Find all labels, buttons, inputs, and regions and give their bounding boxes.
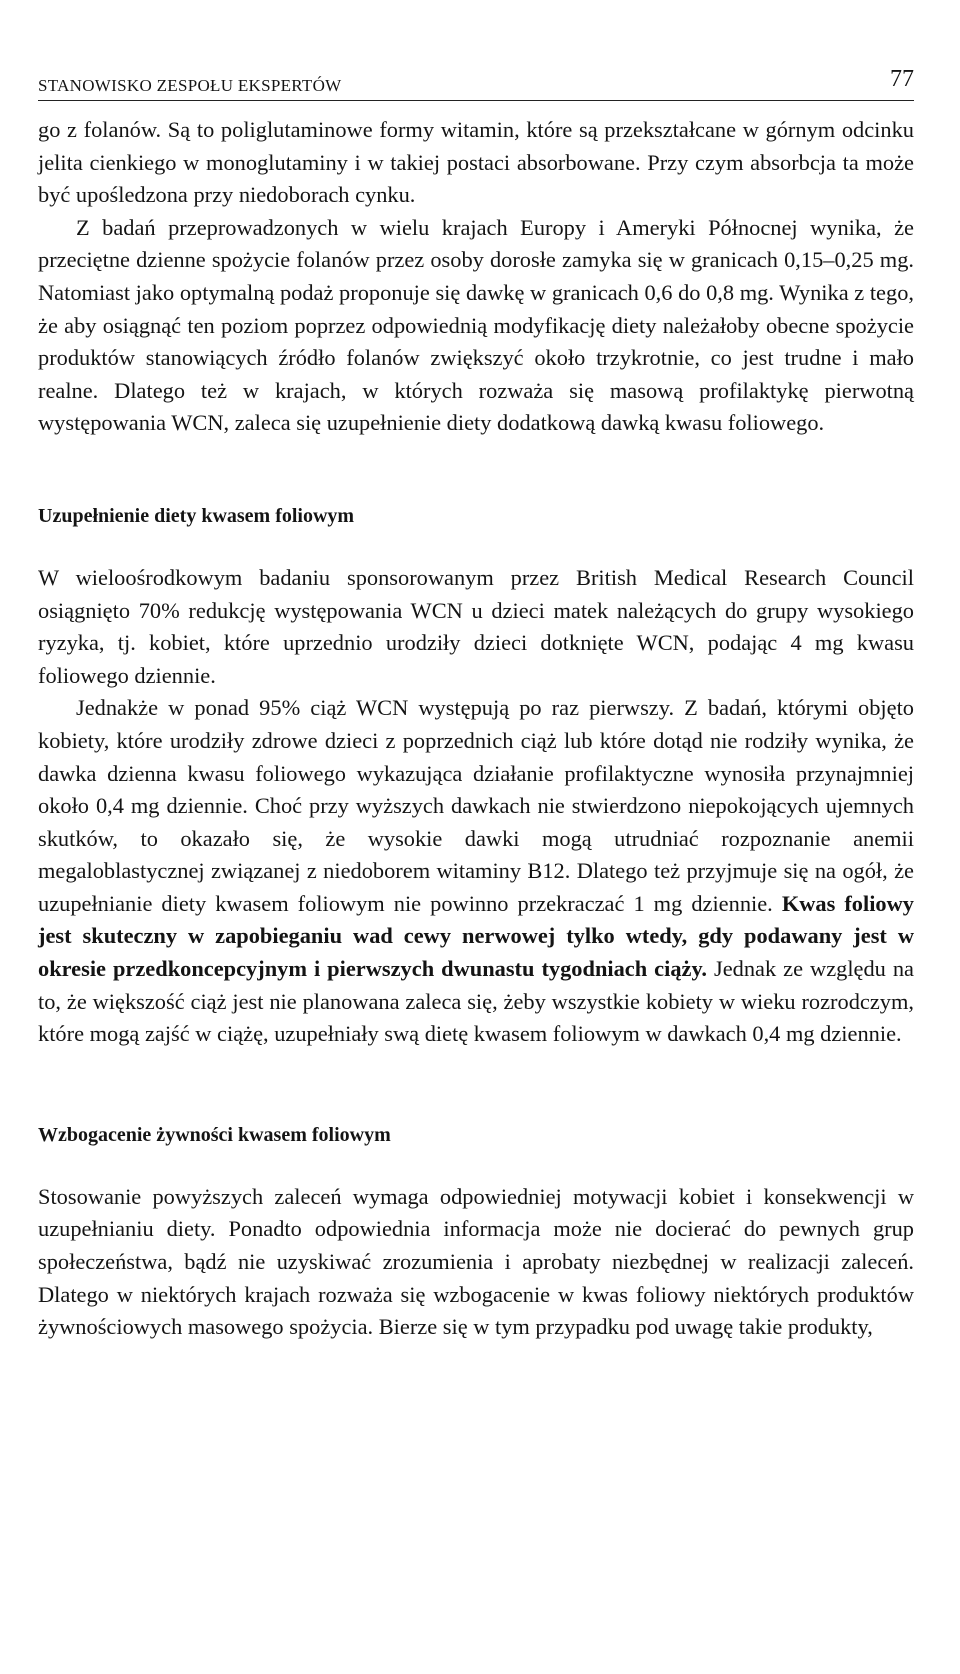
section-heading-supplementation: Uzupełnienie diety kwasem foliowym: [38, 504, 355, 527]
paragraph-dosage-text-start: Jednakże w ponad 95% ciąż WCN występują po raz pierwszy. Z badań, którymi objęto kobiety, które urodziły zdrowe dzieci z poprzednich ciąż lub które dotąd nie rodziły wynika, że dawka dzienna kwasu foliowego wykazująca działanie profilaktyczne wynosiła przynajmniej około 0,4 mg dziennie. Choć przy wyższych dawkach nie stwierdzono niepokojących ujemnych skutków, to okazało się, że wysokie dawki mogą utrudniać rozpoznanie anemii megaloblastycznej związanej z niedoborem witaminy B12. Dlatego też przyjmuje się na ogół, że uzupełnianie diety kwasem foliowym nie powinno przekraczać 1 mg dziennie.: [38, 695, 914, 916]
page-number: 77: [890, 66, 914, 92]
paragraph-fortification: Stosowanie powyższych zaleceń wymaga odpowiedniej motywacji kobiet i konsekwencji w uzupełnianiu diety. Ponadto odpowiednia informacja może nie docierać do pewnych grup społeczeństwa, bądź nie uzyskiwać zrozumienia i aprobaty niezbędnej w realizacji zaleceń. Dlatego w niektórych krajach rozważa się wzbogacenie w kwas foliowy niektórych produktów żywnościowych masowego spożycia. Bierze się w tym przypadku pod uwagę takie produkty,: [38, 1183, 914, 1340]
paragraph-dosage-bold-statement: Kwas foliowy jest skuteczny w zapobieganiu wad cewy nerwowej tylko wtedy, gdy podawany jest w okresie przedkoncepcyjnym i pierwszych dwunastu tygodniach ciąży.: [38, 890, 914, 982]
section-heading-food-fortification: Wzbogacenie żywności kwasem foliowym: [38, 1123, 391, 1146]
paragraph-continuation: go z folanów. Są to poliglutaminowe formy witamin, które są przekształcane w górnym odcinku jelita cienkiego w monoglutaminy i w takiej postaci absorbowane. Przy czym absorbcja ta może być upośledzona przy niedoborach cynku.: [38, 117, 914, 208]
paragraph-mrc-study: W wieloośrodkowym badaniu sponsorowanym przez British Medical Research Council osiągnięto 70% redukcję występowania WCN u dzieci matek należących do grupy wysokiego ryzyka, tj. kobiet, które uprzednio urodziły dzieci dotknięte WCN, podając 4 mg kwasu foliowego dziennie.: [38, 564, 914, 688]
page-content: [38, 114, 914, 1344]
paragraph-folate-intake: Z badań przeprowadzonych w wielu krajach Europy i Ameryki Północnej wynika, że przeciętne dzienne spożycie folanów przez osoby dorosłe zamyka się w granicach 0,15–0,25 mg. Natomiast jako optymalną podaż proponuje się dawkę w granicach 0,6 do 0,8 mg. Wynika z tego, że aby osiągnąć ten poziom poprzez odpowiednią modyfikację diety należałoby obecne spożycie produktów stanowiących źródło folanów zwiększyć około trzykrotnie, co jest trudne i mało realne. Dlatego też w krajach, w których rozważa się masową profilaktykę pierwotną występowania WCN, zaleca się uzupełnienie diety dodatkową dawką kwasu foliowego.: [38, 214, 914, 436]
running-header: [38, 66, 914, 101]
running-title: STANOWISKO ZESPOŁU EKSPERTÓW: [38, 76, 342, 95]
paragraph-dosage: [38, 692, 914, 1051]
paragraph-dosage-text-end: Jednak ze względu na to, że większość ciąż jest nie planowana zaleca się, żeby wszystkie kobiety w wieku rozrodczym, które mogą zajść w ciążę, uzupełniały swą dietę kwasem foliowym w dawkach 0,4 mg dziennie.: [38, 956, 914, 1047]
